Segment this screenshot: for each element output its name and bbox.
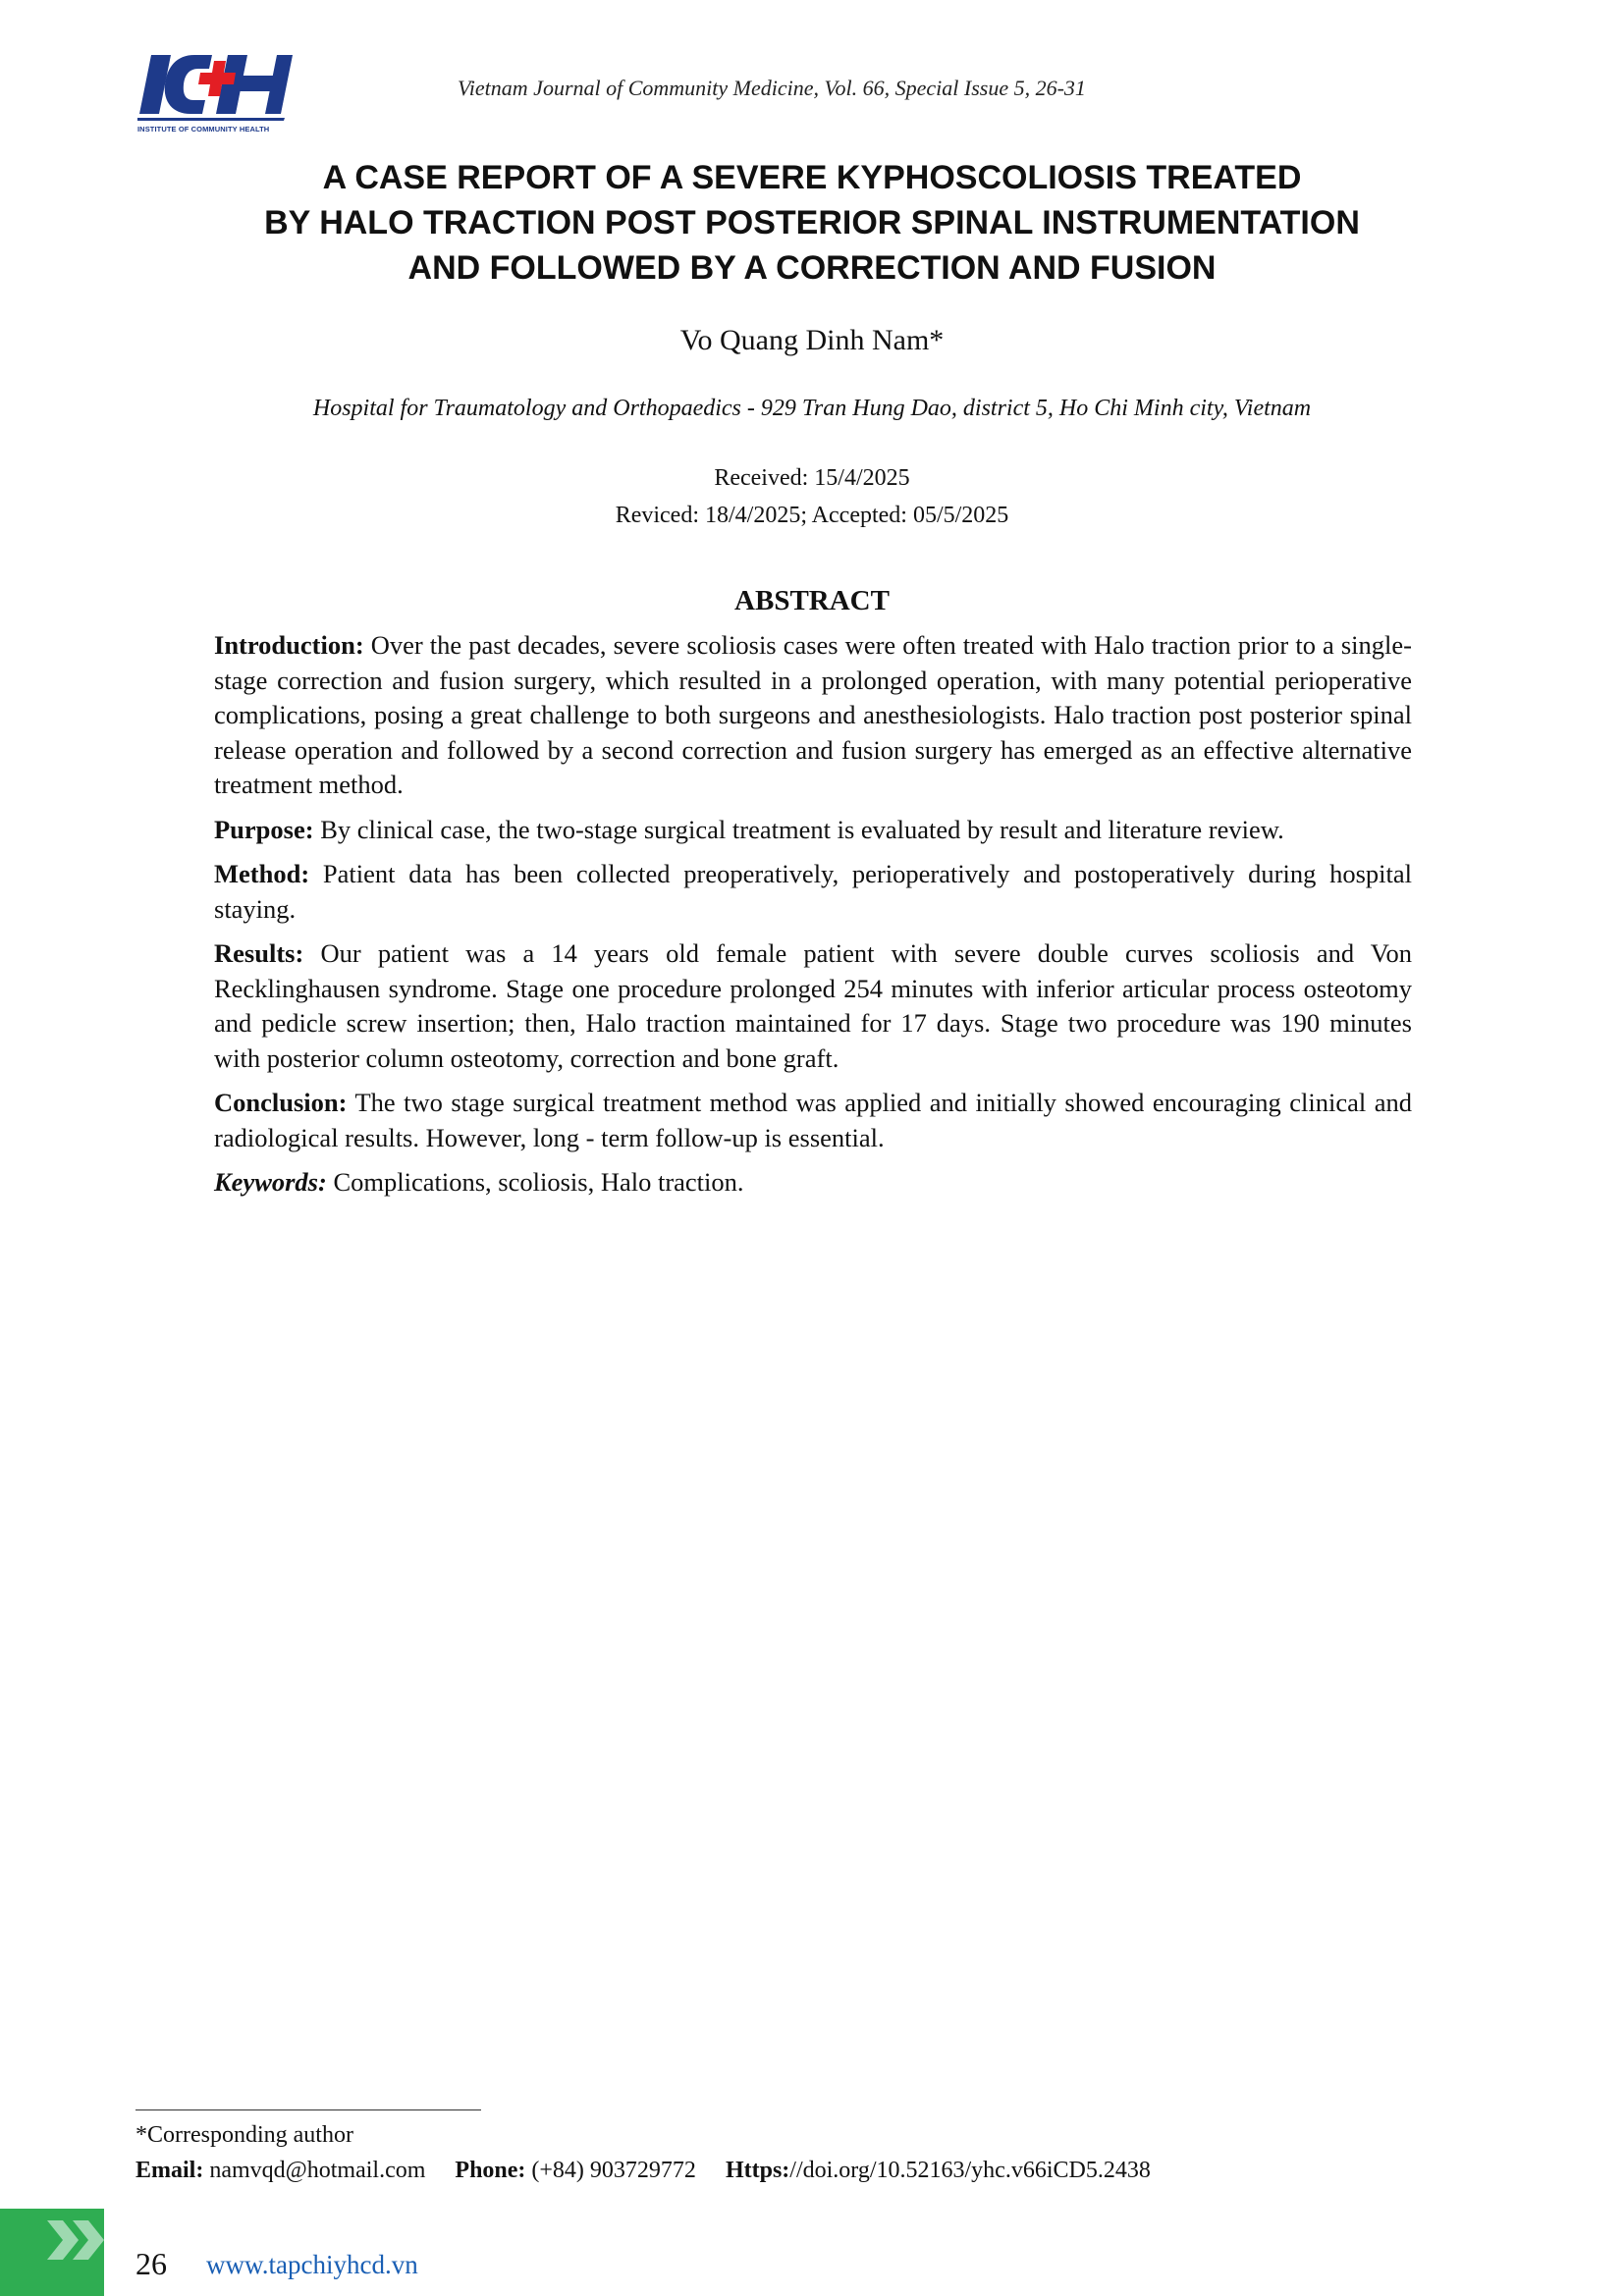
section-text: By clinical case, the two-stage surgical treatment is evaluated by result and literature review. [313,814,1284,844]
section-label: Purpose: [214,814,314,844]
abstract-heading: ABSTRACT [734,585,890,616]
author-name: Vo Quang Dinh Nam* [679,324,945,356]
doi-label: Https: [725,2158,790,2183]
journal-website-link[interactable]: www.tapchiyhcd.vn [206,2250,418,2279]
journal-header: Vietnam Journal of Community Medicine, Vol. 66, Special Issue 5, 26-31 [458,76,1086,100]
footnote-divider [135,2109,481,2110]
abstract-method [214,857,1412,927]
page-number: 26 [135,2246,167,2281]
double-chevron-icon [0,2209,104,2296]
keywords-text: Complications, scoliosis, Halo traction. [326,1167,744,1197]
received-date: Received: 15/4/2025 [714,465,910,491]
corresponding-author-note: *Corresponding author [135,2122,353,2148]
author-contact [135,2158,1151,2184]
abstract-body [214,628,1412,1210]
section-label: Method: [214,859,310,888]
section-label: Introduction: [214,630,364,660]
title-line: AND FOLLOWED BY A CORRECTION AND FUSION [407,249,1217,287]
journal-logo [137,51,293,135]
section-text: Our patient was a 14 years old female patient with severe double curves scoliosis and Von Recklinghausen syndrome. Stage one procedure prolonged 254 minutes with inferior articular process osteotomy and pedicle screw insertion; then, Halo traction maintained for 17 days. Stage two procedure was 190 minutes with posterior column osteotomy, correction and bone graft. [214,938,1412,1073]
abstract-purpose [214,813,1412,848]
footer-bar [0,2209,104,2296]
abstract-results [214,936,1412,1076]
abstract-introduction [214,628,1412,803]
abstract-conclusion [214,1086,1412,1155]
article-dates [0,459,1624,534]
section-text: The two stage surgical treatment method was applied and initially showed encouraging clinical and radiological results. However, long - term follow-up is essential. [214,1088,1412,1152]
section-label: Results: [214,938,304,968]
phone-label: Phone: [455,2158,526,2183]
keywords-label: Keywords: [214,1167,327,1197]
email-label: Email: [135,2158,204,2183]
doi-link[interactable]: //doi.org/10.52163/yhc.v66iCD5.2438 [789,2158,1151,2183]
section-text: Over the past decades, severe scoliosis cases were often treated with Halo traction prior to a single-stage correction and fusion surgery, which resulted in a prolonged operation, with many potential perioperative complications, posing a great challenge to both surgeons and anesthesiologists. Halo traction post posterior spinal release operation and followed by a second correction and fusion surgery has emerged as an effective alternative treatment method. [214,630,1412,799]
email-address[interactable]: namvqd@hotmail.com [203,2158,426,2183]
author-affiliation: Hospital for Traumatology and Orthopaedics - 929 Tran Hung Dao, district 5, Ho Chi Minh city, Vietnam [312,396,1312,421]
title-line: BY HALO TRACTION POST POSTERIOR SPINAL INSTRUMENTATION [264,204,1360,241]
title-line: A CASE REPORT OF A SEVERE KYPHOSCOLIOSIS TREATED [322,159,1302,196]
revised-accepted-date: Reviced: 18/4/2025; Accepted: 05/5/2025 [615,503,1009,528]
article-title [177,155,1447,291]
ich-logo-icon [137,51,293,124]
logo-caption: INSTITUTE OF COMMUNITY HEALTH [137,125,270,133]
section-text: Patient data has been collected preoperatively, perioperatively and postoperatively during hospital staying. [214,859,1412,924]
section-label: Conclusion: [214,1088,348,1117]
phone-number: (+84) 903729772 [525,2158,696,2183]
abstract-keywords [214,1165,1412,1201]
